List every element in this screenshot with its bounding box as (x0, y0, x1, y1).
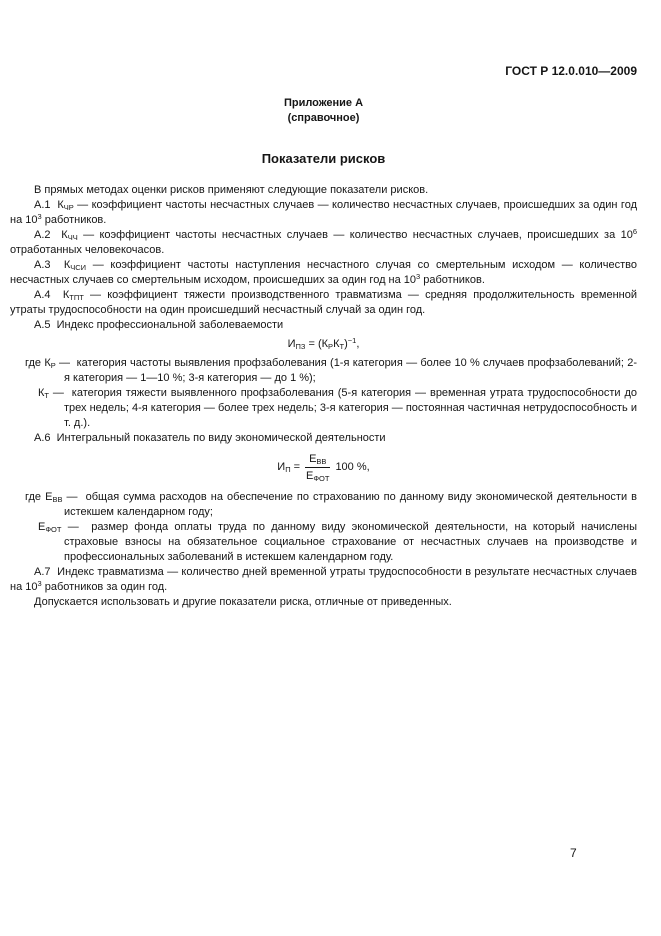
paragraph-a6-heading: А.6 Интегральный показатель по виду экономической деятельности (34, 432, 386, 444)
formula-rhs: 100 %, (335, 461, 370, 473)
fraction-denominator: $Е_{ФОТ}$ (306, 470, 330, 483)
paragraph-a4: А.4 $К_{ТПТ}$ — коэффициент тяжести производственного травматизма — средняя продолжительность временной утраты трудоспособности на один происшедший несчастный случай за один год. (10, 289, 637, 316)
definition-kt: $К_Т$ — категория тяжести выявленного профзаболевания (5-я категория — временная утрата трудоспособности до трех недель; 4-я категория — более трех недель; 3-я категория — постоянная частичная нетрудоспособность и т. д.). (38, 387, 637, 429)
formula-lhs: $И_П$ = (277, 461, 301, 474)
paragraph-a2: А.2 $К_{ЧЧ}$ — коэффициент частоты несчастных случаев — количество несчастных случаев, происшедших за $10^6$ отработанных человекочасов. (10, 227, 638, 256)
fraction-numerator: $Е_{ВВ}$ (305, 452, 330, 468)
paragraph-a5-heading: А.5 Индекс профессиональной заболеваемости (34, 319, 284, 331)
definition-evv: где $Е_{ВВ}$ — общая сумма расходов на обеспечение по страхованию по данному виду экономической деятельности в истекшем календарном году; (25, 491, 637, 518)
paragraph-a3: А.3 $К_{ЧСИ}$ — коэффициент частоты наступления несчастного случая со смертельным исходом — количество несчастных случаев со смертельным исходом, происшедших за один год на $10^3$ работников. (10, 259, 638, 286)
appendix-block (10, 96, 637, 126)
appendix-label: Приложение А (283, 97, 364, 109)
paragraph-intro: В прямых методах оценки рисков применяют следующие показатели рисков. (34, 184, 429, 196)
formula-integral-indicator (10, 452, 637, 483)
paragraph-closing: Допускается использовать и другие показатели риска, отличные от приведенных. (34, 596, 452, 608)
doc-number: ГОСТ Р 12.0.010—2009 (505, 64, 637, 78)
definition-efot: $Е_{ФОТ}$ — размер фонда оплаты труда по данному виду экономической деятельности, на который начислены страховые взносы на обязательное социальное страхование от несчастных случаев на производстве и профессиональных заболеваний в истекшем календарном году. (38, 521, 637, 563)
page-title: Показатели рисков (261, 151, 386, 166)
appendix-kind: (справочное) (287, 112, 360, 124)
page-number: 7 (570, 846, 577, 860)
formula-fraction (305, 452, 330, 483)
paragraph-a1: А.1 $К_{ЧР}$ — коэффициент частоты несчастных случаев — количество несчастных случаев, происшедших за один год на $10^3$ работников. (10, 199, 637, 226)
definition-kp: где $К_Р$ — категория частоты выявления профзаболевания (1-я категория — более 10 % случаев профзаболеваний; 2-я категория — 1—10 %; 3-я категория — до 1 %); (25, 357, 637, 384)
formula-professional-disease-index: $И_{ПЗ} = (К_РК_Т)^{-1}$, (287, 336, 360, 351)
paragraph-a7: А.7 Индекс травматизма — количество дней временной утраты трудоспособности в результате несчастных случаев на $10^3$ работников за один год. (10, 566, 637, 593)
